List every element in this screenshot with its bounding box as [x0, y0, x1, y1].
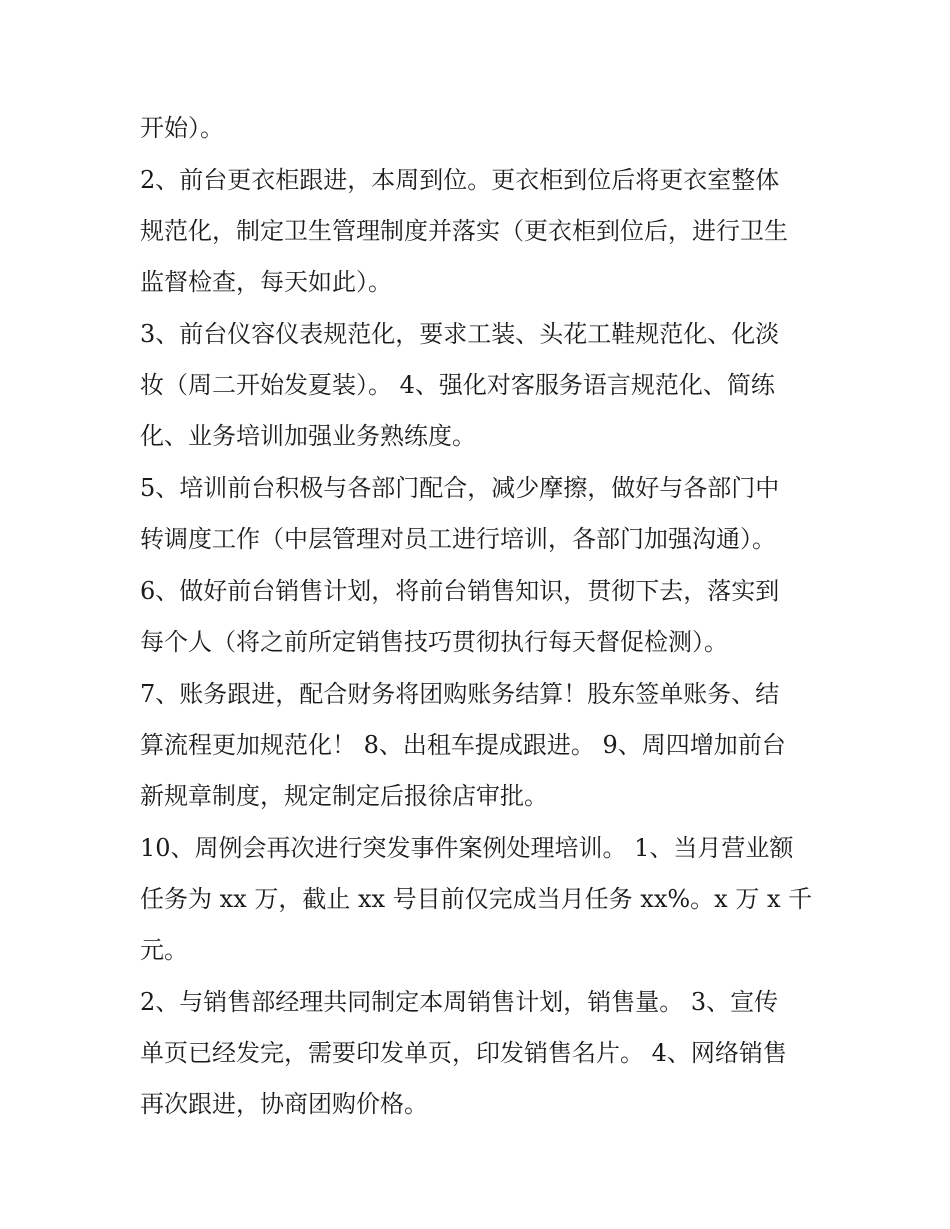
paragraph-item-2-locker	[140, 155, 820, 308]
paragraph-sales-dept	[140, 977, 820, 1130]
text-line: 化、业务培训加强业务熟练度。	[140, 422, 476, 450]
text-line: 7、账务跟进，配合财务将团购账务结算！股东签单账务、结	[140, 680, 780, 708]
text-line: 元。	[140, 936, 188, 964]
text-line: 算流程更加规范化！ 8、出租车提成跟进。 9、周四增加前台	[140, 731, 786, 759]
text-line: 再次跟进，协商团购价格。	[140, 1090, 428, 1118]
text-line: 妆（周二开始发夏装）。 4、强化对客服务语言规范化、简练	[140, 371, 775, 399]
text-line: 单页已经发完，需要印发单页，印发销售名片。 4、网络销售	[140, 1039, 787, 1067]
text-line: 规范化，制定卫生管理制度并落实（更衣柜到位后，进行卫生	[140, 217, 788, 245]
text-line: 监督检查，每天如此）。	[140, 268, 392, 296]
text-line: 5、培训前台积极与各部门配合，减少摩擦，做好与各部门中	[140, 474, 780, 502]
text-line: 10、周例会再次进行突发事件案例处理培训。 1、当月营业额	[140, 834, 794, 862]
text-line: 每个人（将之前所定销售技巧贯彻执行每天督促检测）。	[140, 628, 728, 656]
text-line: 开始）。	[140, 114, 224, 142]
paragraph-item-10-meeting	[140, 823, 820, 976]
text-line: 2、前台更衣柜跟进，本周到位。更衣柜到位后将更衣室整体	[140, 166, 780, 194]
text-line: 转调度工作（中层管理对员工进行培训，各部门加强沟通）。	[140, 525, 776, 553]
text-line: 新规章制度，规定制定后报徐店审批。	[140, 782, 548, 810]
paragraph-item-5-training	[140, 463, 820, 565]
document-body	[140, 103, 820, 1131]
text-line: 6、做好前台销售计划，将前台销售知识，贯彻下去，落实到	[140, 577, 780, 605]
text-line: 任务为 xx 万，截止 xx 号目前仅完成当月任务 xx%。x 万 x 千	[140, 885, 813, 913]
text-line: 3、前台仪容仪表规范化，要求工装、头花工鞋规范化、化淡	[140, 320, 780, 348]
paragraph-continuation	[140, 103, 820, 154]
paragraph-item-7-accounts	[140, 669, 820, 822]
paragraph-item-6-sales-plan	[140, 566, 820, 668]
paragraph-item-3-appearance	[140, 309, 820, 462]
text-line: 2、与销售部经理共同制定本周销售计划，销售量。 3、宣传	[140, 988, 779, 1016]
